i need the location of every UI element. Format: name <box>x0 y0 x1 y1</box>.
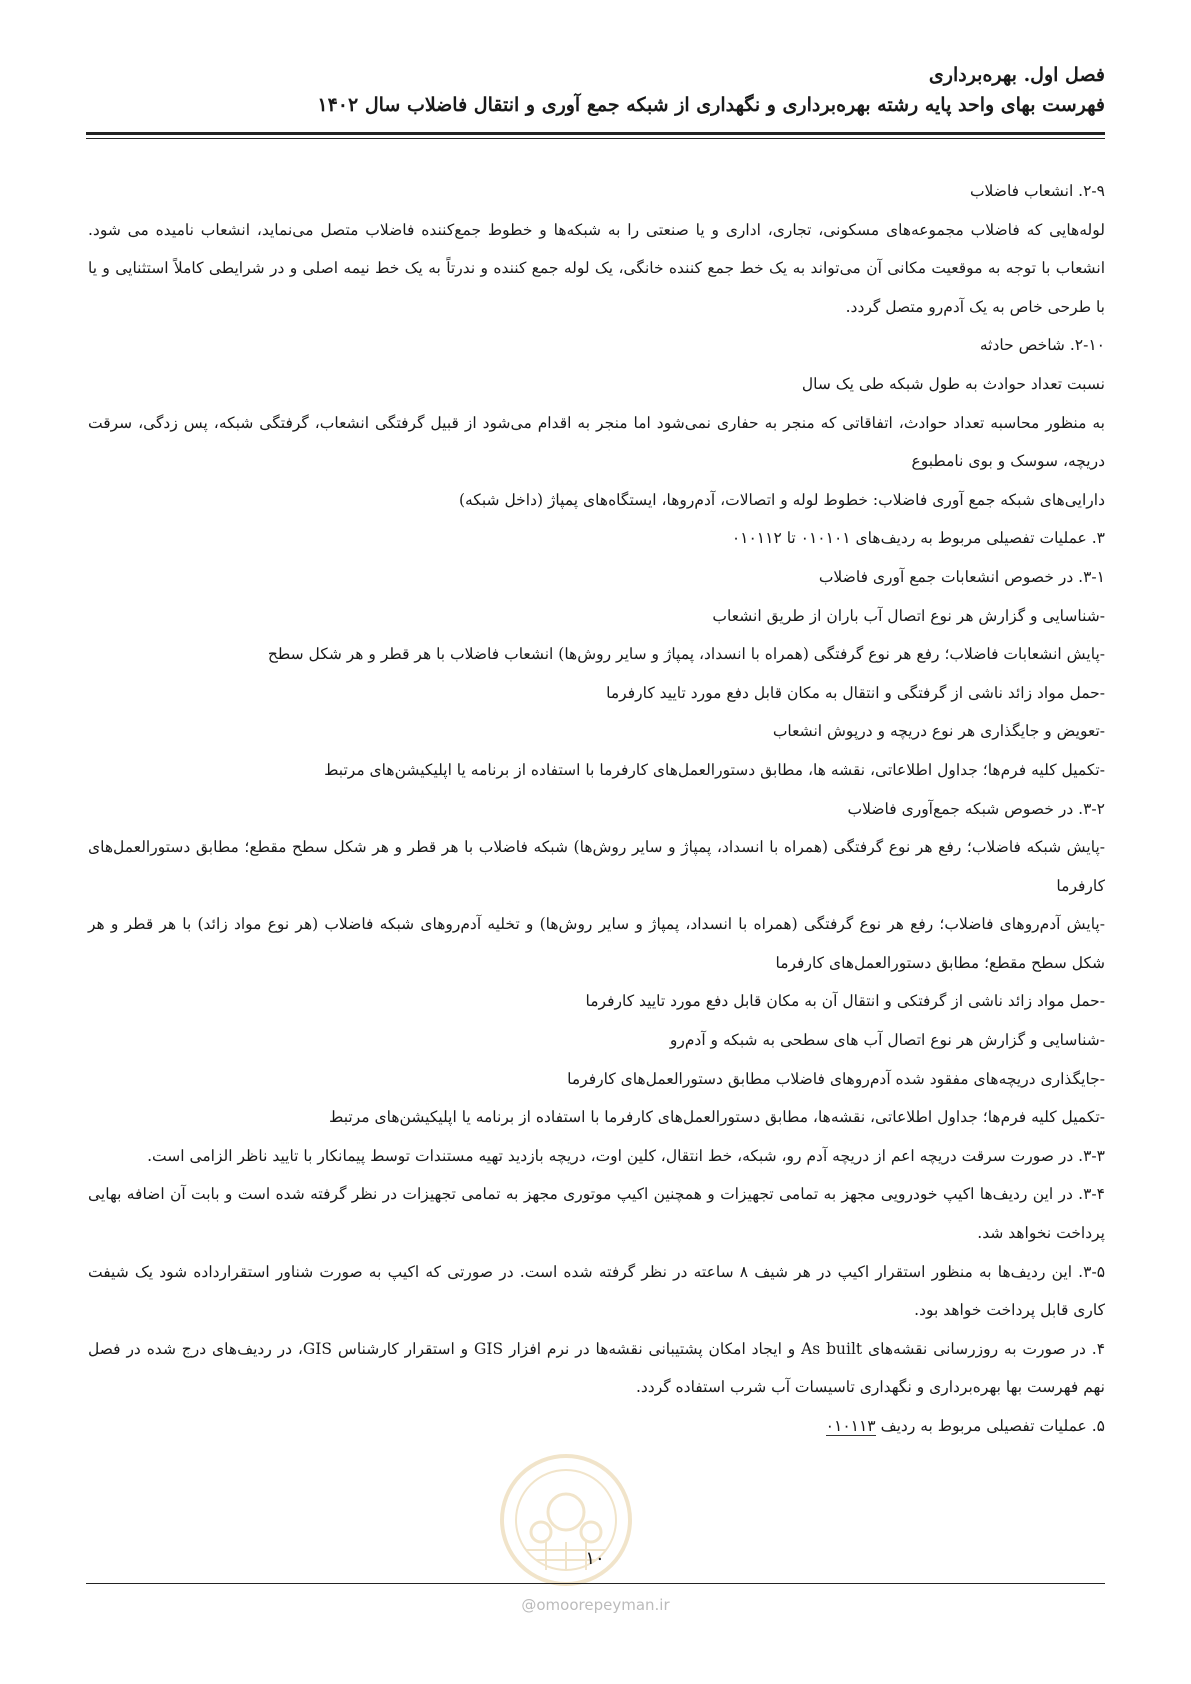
paragraph: ۳-۴. در این ردیف‌ها اکیپ خودرویی مجهز به تمامی تجهیزات و همچنین اکیپ موتوری مجهز به تمامی تجهیزات در نظر گرفته شده است و بابت آن اضافه بهایی پرداخت نخواهد شد. <box>88 1185 1105 1243</box>
list-item: -شناسایی و گزارش هر نوع اتصال آب باران از طریق انشعاب <box>712 606 1105 625</box>
list-item: -حمل مواد زائد ناشی از گرفتگی و انتقال به مکان قابل دفع مورد تایید کارفرما <box>606 683 1105 702</box>
section-heading: ۲-۹. انشعاب فاضلاب <box>969 182 1105 200</box>
header-rule-thin <box>86 138 1105 139</box>
chapter-title: فصل اول. بهره‌برداری <box>928 64 1105 86</box>
document-body <box>88 172 1105 1446</box>
list-item: -شناسایی و گزارش هر نوع اتصال آب های سطحی به شبکه و آدم‌رو <box>669 1031 1105 1050</box>
watermark-url: @omoorepeyman.ir <box>521 1596 670 1614</box>
section-heading: ۳-۲. در خصوص شبکه جمع‌آوری فاضلاب <box>847 799 1105 818</box>
row-code: ۰۱۰۱۱۳ <box>825 1417 876 1435</box>
list-item: -جایگذاری دریچه‌های مفقود شده آدم‌روهای فاضلاب مطابق دستورالعمل‌های کارفرما <box>567 1069 1105 1088</box>
section-heading: ۳-۱. در خصوص انشعابات جمع آوری فاضلاب <box>818 567 1105 586</box>
section-heading: ۳. عملیات تفصیلی مربوط به ردیف‌های ۰۱۰۱۰۱ تا ۰۱۰۱۱۲ <box>731 529 1105 548</box>
last-line-text: ۵. عملیات تفصیلی مربوط به ردیف <box>880 1417 1105 1435</box>
paragraph: نسبت تعداد حوادث به طول شبکه طی یک سال <box>801 374 1105 393</box>
header-rule-thick <box>86 132 1105 135</box>
list-item: -تکمیل کلیه فرم‌ها؛ جداول اطلاعاتی، نقشه ها، مطابق دستورالعمل‌های کارفرما با استفاده از برنامه یا اپلیکیشن‌های مرتبط <box>324 760 1105 779</box>
page-number: ۱۰ <box>585 1548 605 1569</box>
list-item: -پایش آدم‌روهای فاضلاب؛ رفع هر نوع گرفتگی (همراه با انسداد، پمپاژ و سایر روش‌ها) و تخلیه آدم‌روهای شبکه فاضلاب (هر نوع مواد زائد) با هر قطر و هر شکل سطح مقطع؛ مطابق دستورالعمل‌های کارفرما <box>88 915 1105 972</box>
paragraph: دارایی‌های شبکه جمع آوری فاضلاب: خطوط لوله و اتصالات، آدم‌روها، ایستگاه‌های پمپاژ (داخل شبکه) <box>458 490 1105 509</box>
list-item: -تعویض و جایگذاری هر نوع دریچه و درپوش انشعاب <box>772 722 1105 741</box>
seal-stamp-icon <box>496 1450 636 1590</box>
section-heading <box>88 1407 1105 1446</box>
page-header <box>86 60 1105 120</box>
document-title: فهرست بهای واحد پایه رشته بهره‌برداری و نگهداری از شبکه جمع آوری و انتقال فاضلاب سال ۱۴۰۲ <box>317 94 1105 116</box>
footer-rule <box>86 1583 1105 1584</box>
paragraph: ۳-۳. در صورت سرقت دریچه اعم از دریچه آدم رو، شبکه، خط انتقال، کلین اوت، دریچه بازدید تهیه مستندات توسط پیمانکار با تایید ناظر الزامی است. <box>147 1146 1105 1165</box>
list-item: -پایش انشعابات فاضلاب؛ رفع هر نوع گرفتگی (همراه با انسداد، پمپاژ و سایر روش‌ها) انشعاب فاضلاب با هر قطر و هر شکل سطح <box>267 645 1105 664</box>
paragraph: ۴. در صورت به روزرسانی نقشه‌های As built و ایجاد امکان پشتیبانی نقشه‌ها در نرم افزار GIS و استقرار کارشناس GIS، در ردیف‌های درج شده در فصل نهم فهرست بها بهره‌برداری و نگهداری تاسیسات آب شرب استفاده گردد. <box>88 1339 1106 1397</box>
list-item: -پایش شبکه فاضلاب؛ رفع هر نوع گرفتگی (همراه با انسداد، پمپاژ و سایر روش‌ها) شبکه فاضلاب با هر قطر و هر شکل سطح مقطع؛ مطابق دستورالعمل‌های کارفرما <box>88 838 1105 895</box>
paragraph: ۳-۵. این ردیف‌ها به منظور استقرار اکیپ در هر شیف ۸ ساعته در نظر گرفته شده است. در صورتی که اکیپ به صورت شناور استقرارداده شود یک شیفت کاری قابل پرداخت خواهد بود. <box>88 1262 1106 1320</box>
list-item: -تکمیل کلیه فرم‌ها؛ جداول اطلاعاتی، نقشه‌ها، مطابق دستورالعمل‌های کارفرما با استفاده از برنامه یا اپلیکیشن‌های مرتبط <box>329 1108 1105 1127</box>
paragraph: به منظور محاسبه تعداد حوادث، اتفاقاتی که منجر به حفاری نمی‌شود اما منجر به اقدام می‌شود از قبیل گرفتگی انشعاب، گرفتگی شبکه، پس زدگی، سرقت دریچه، سوسک و بوی نامطبوع <box>88 413 1105 471</box>
paragraph: لوله‌هایی که فاضلاب مجموعه‌های مسکونی، تجاری، اداری و یا صنعتی را به شبکه‌ها و خطوط جمع‌کننده فاضلاب متصل می‌نماید، انشعاب نامیده می شود. انشعاب با توجه به موقعیت مکانی آن می‌تواند به یک خط جمع کننده خانگی، یک لوله جمع کننده و ندرتاً به یک خط نیمه اصلی و در شرایطی کاملاً استثنایی و یا با طرحی خاص به یک آدم‌رو متصل گردد. <box>88 220 1105 316</box>
list-item: -حمل مواد زائد ناشی از گرفتکی و انتقال آن به مکان قابل دفع مورد تایید کارفرما <box>585 992 1105 1011</box>
section-heading: ۲-۱۰. شاخص حادثه <box>979 336 1105 355</box>
